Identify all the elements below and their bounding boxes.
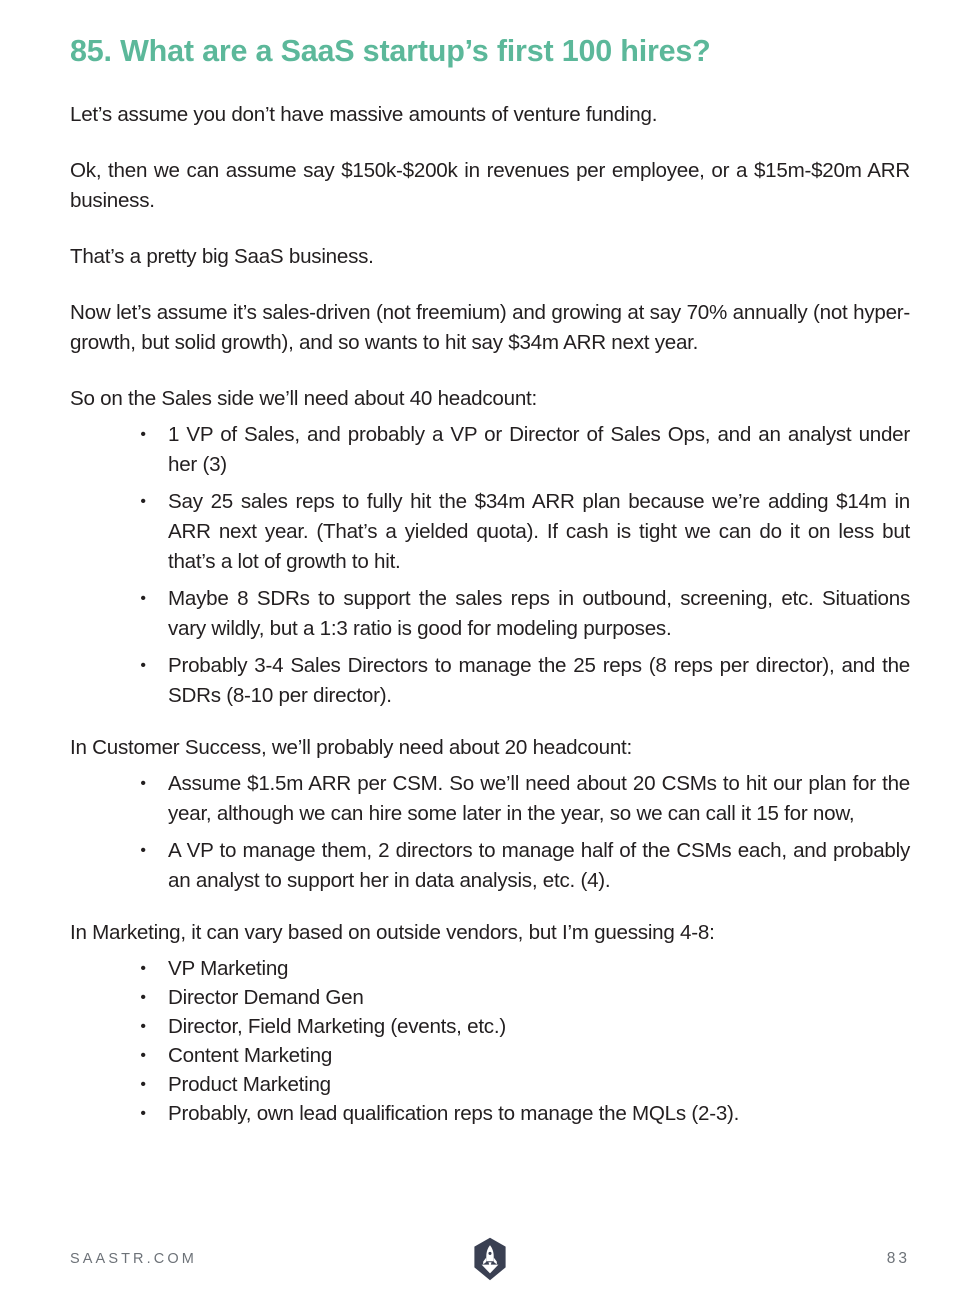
list-item xyxy=(70,954,910,983)
bullet-icon: • xyxy=(140,1017,146,1035)
bullet-icon: • xyxy=(140,425,146,443)
list-item xyxy=(70,1099,910,1128)
list-item xyxy=(70,1012,910,1041)
bullet-icon: • xyxy=(140,959,146,977)
paragraph-growth-assumption: Now let’s assume it’s sales-driven (not freemium) and growing at say 70% annually (not hyper-growth, but solid growth), and so wants to hit say $34m ARR next year. xyxy=(70,300,910,354)
list-item-label: Product Marketing xyxy=(168,1072,331,1096)
page-title: 85. What are a SaaS startup’s first 100 hires? xyxy=(70,34,711,68)
list-item xyxy=(70,420,910,480)
list-item-label: VP Marketing xyxy=(168,956,289,980)
list-item-label: Say 25 sales reps to fully hit the $34m ARR plan because we’re adding $14m in ARR next year. (That’s a yielded quota). If cash is tight we can do it on less but that’s a lot of growth to hit. xyxy=(168,489,910,573)
list-item xyxy=(70,1070,910,1099)
bullet-icon: • xyxy=(140,492,146,510)
list-item xyxy=(70,983,910,1012)
paragraph-intro: Let’s assume you don’t have massive amounts of venture funding. xyxy=(70,102,658,126)
list-item-label: Director Demand Gen xyxy=(168,985,364,1009)
list-item-label: Director, Field Marketing (events, etc.) xyxy=(168,1014,506,1038)
paragraph-revenue-per-employee: Ok, then we can assume say $150k-$200k in revenues per employee, or a $15m-$20m ARR business. xyxy=(70,158,910,212)
bullet-icon: • xyxy=(140,774,146,792)
list-item-label: Probably 3-4 Sales Directors to manage the 25 reps (8 reps per director), and the SDRs (8-10 per director). xyxy=(168,653,910,707)
bullet-icon: • xyxy=(140,1104,146,1122)
marketing-section-intro: In Marketing, it can vary based on outside vendors, but I’m guessing 4-8: xyxy=(70,920,715,944)
footer-page-number: 83 xyxy=(886,1250,910,1267)
list-item xyxy=(70,1041,910,1070)
bullet-icon: • xyxy=(140,841,146,859)
list-item xyxy=(70,836,910,896)
page-footer xyxy=(70,1236,910,1282)
bullet-icon: • xyxy=(140,1046,146,1064)
list-item-label: Probably, own lead qualification reps to manage the MQLs (2-3). xyxy=(168,1101,740,1125)
bullet-icon: • xyxy=(140,1075,146,1093)
paragraph-big-saas-business: That’s a pretty big SaaS business. xyxy=(70,244,374,268)
list-item-label: Content Marketing xyxy=(168,1043,333,1067)
list-item-label: Maybe 8 SDRs to support the sales reps in outbound, screening, etc. Situations vary wildly, but a 1:3 ratio is good for modeling purposes. xyxy=(168,586,910,640)
list-item-label: Assume $1.5m ARR per CSM. So we’ll need about 20 CSMs to hit our plan for the year, although we can hire some later in the year, so we can call it 15 for now, xyxy=(168,771,910,825)
bullet-icon: • xyxy=(140,589,146,607)
list-item xyxy=(70,487,910,577)
customer-success-section-intro: In Customer Success, we’ll probably need about 20 headcount: xyxy=(70,735,632,759)
page-content xyxy=(70,34,910,1128)
list-item xyxy=(70,769,910,829)
sales-bullet-list xyxy=(70,420,910,711)
footer-brand-label: SAASTR.COM xyxy=(70,1251,197,1267)
saastr-rocket-hexagon-logo xyxy=(473,1237,507,1281)
marketing-bullet-list xyxy=(70,954,910,1128)
list-item xyxy=(70,651,910,711)
bullet-icon: • xyxy=(140,656,146,674)
sales-section-intro: So on the Sales side we’ll need about 40 headcount: xyxy=(70,386,537,410)
bullet-icon: • xyxy=(140,988,146,1006)
list-item-label: 1 VP of Sales, and probably a VP or Director of Sales Ops, and an analyst under her (3) xyxy=(168,422,910,476)
list-item xyxy=(70,584,910,644)
customer-success-bullet-list xyxy=(70,769,910,896)
list-item-label: A VP to manage them, 2 directors to manage half of the CSMs each, and probably an analyst to support her in data analysis, etc. (4). xyxy=(168,838,910,892)
